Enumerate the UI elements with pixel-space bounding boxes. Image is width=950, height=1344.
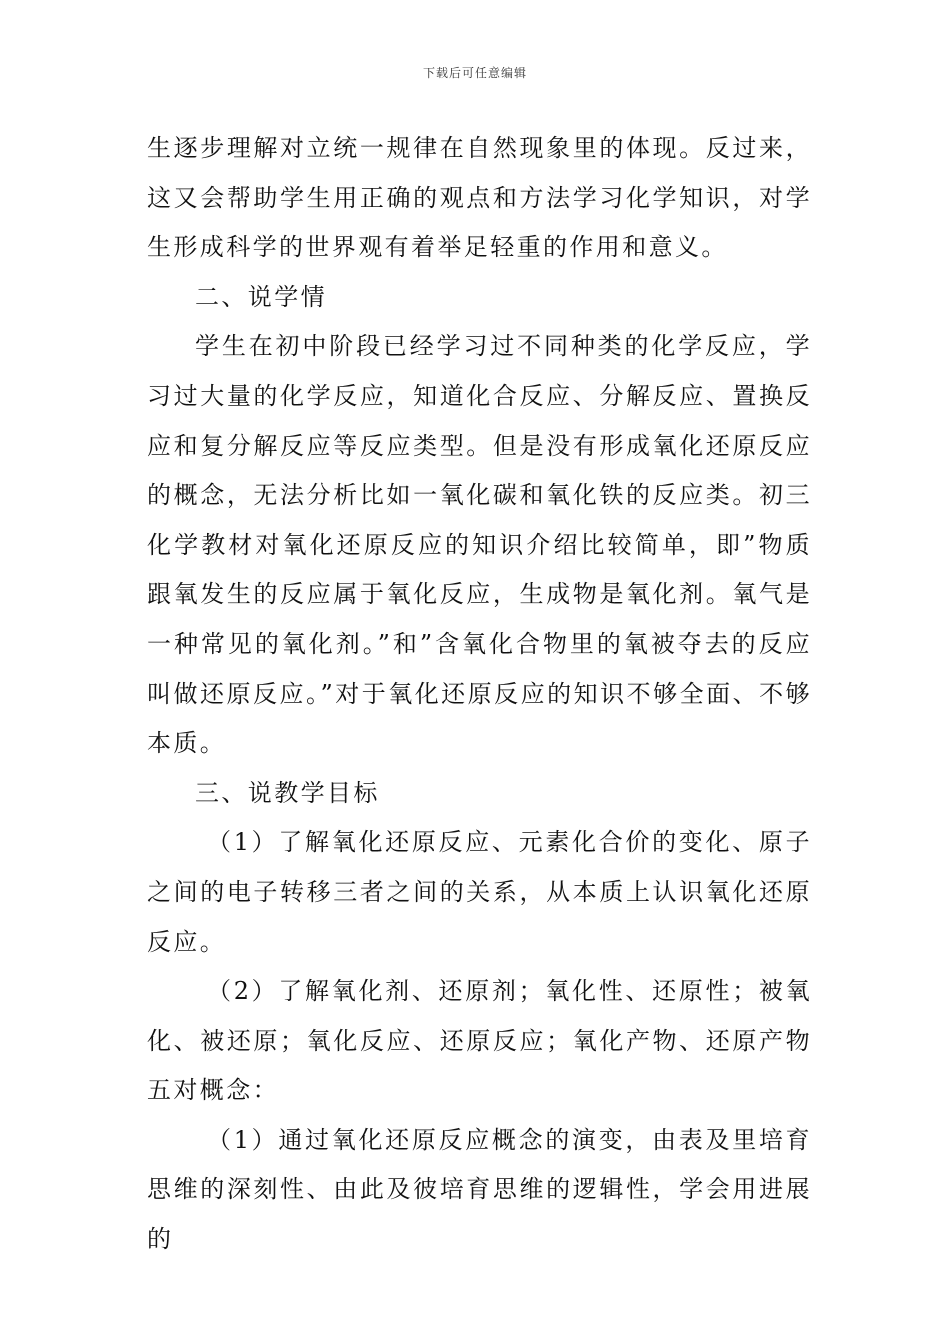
objective-item-1: （1）了解氧化还原反应、元素化合价的变化、原子之间的电子转移三者之间的关系，从本质上认识氧化还原反应。 [147, 828, 812, 956]
page-header: 下载后可任意编辑 [422, 66, 527, 80]
objective-item-2: （2）了解氧化剂、还原剂；氧化性、还原性；被氧化、被还原；氧化反应、还原反应；氧化产物、还原产物五对概念： [147, 977, 812, 1105]
paragraph-continuation: 生逐步理解对立统一规律在自然现象里的体现。反过来，这又会帮助学生用正确的观点和方法学习化学知识，对学生形成科学的世界观有着举足轻重的作用和意义。 [147, 134, 812, 262]
section-heading-student-situation: 二、说学情 [195, 282, 327, 311]
document-body [147, 124, 812, 1265]
paragraph-student-situation: 学生在初中阶段已经学习过不同种类的化学反应，学习过大量的化学反应，知道化合反应、分解反应、置换反应和复分解反应等反应类型。但是没有形成氧化还原反应的概念，无法分析比如一氧化碳和氧化铁的反应类。初三化学教材对氧化还原反应的知识介绍比较简单，即”物质跟氧发生的反应属于氧化反应，生成物是氧化剂。氧气是一种常见的氧化剂。”和”含氧化合物里的氧被夺去的反应叫做还原反应。”对于氧化还原反应的知识不够全面、不够本质。 [147, 332, 812, 758]
section-heading-teaching-objectives: 三、说教学目标 [195, 778, 380, 807]
objective-item-3: （1）通过氧化还原反应概念的演变，由表及里培育思维的深刻性、由此及彼培育思维的逻辑性，学会用进展的 [147, 1125, 812, 1254]
